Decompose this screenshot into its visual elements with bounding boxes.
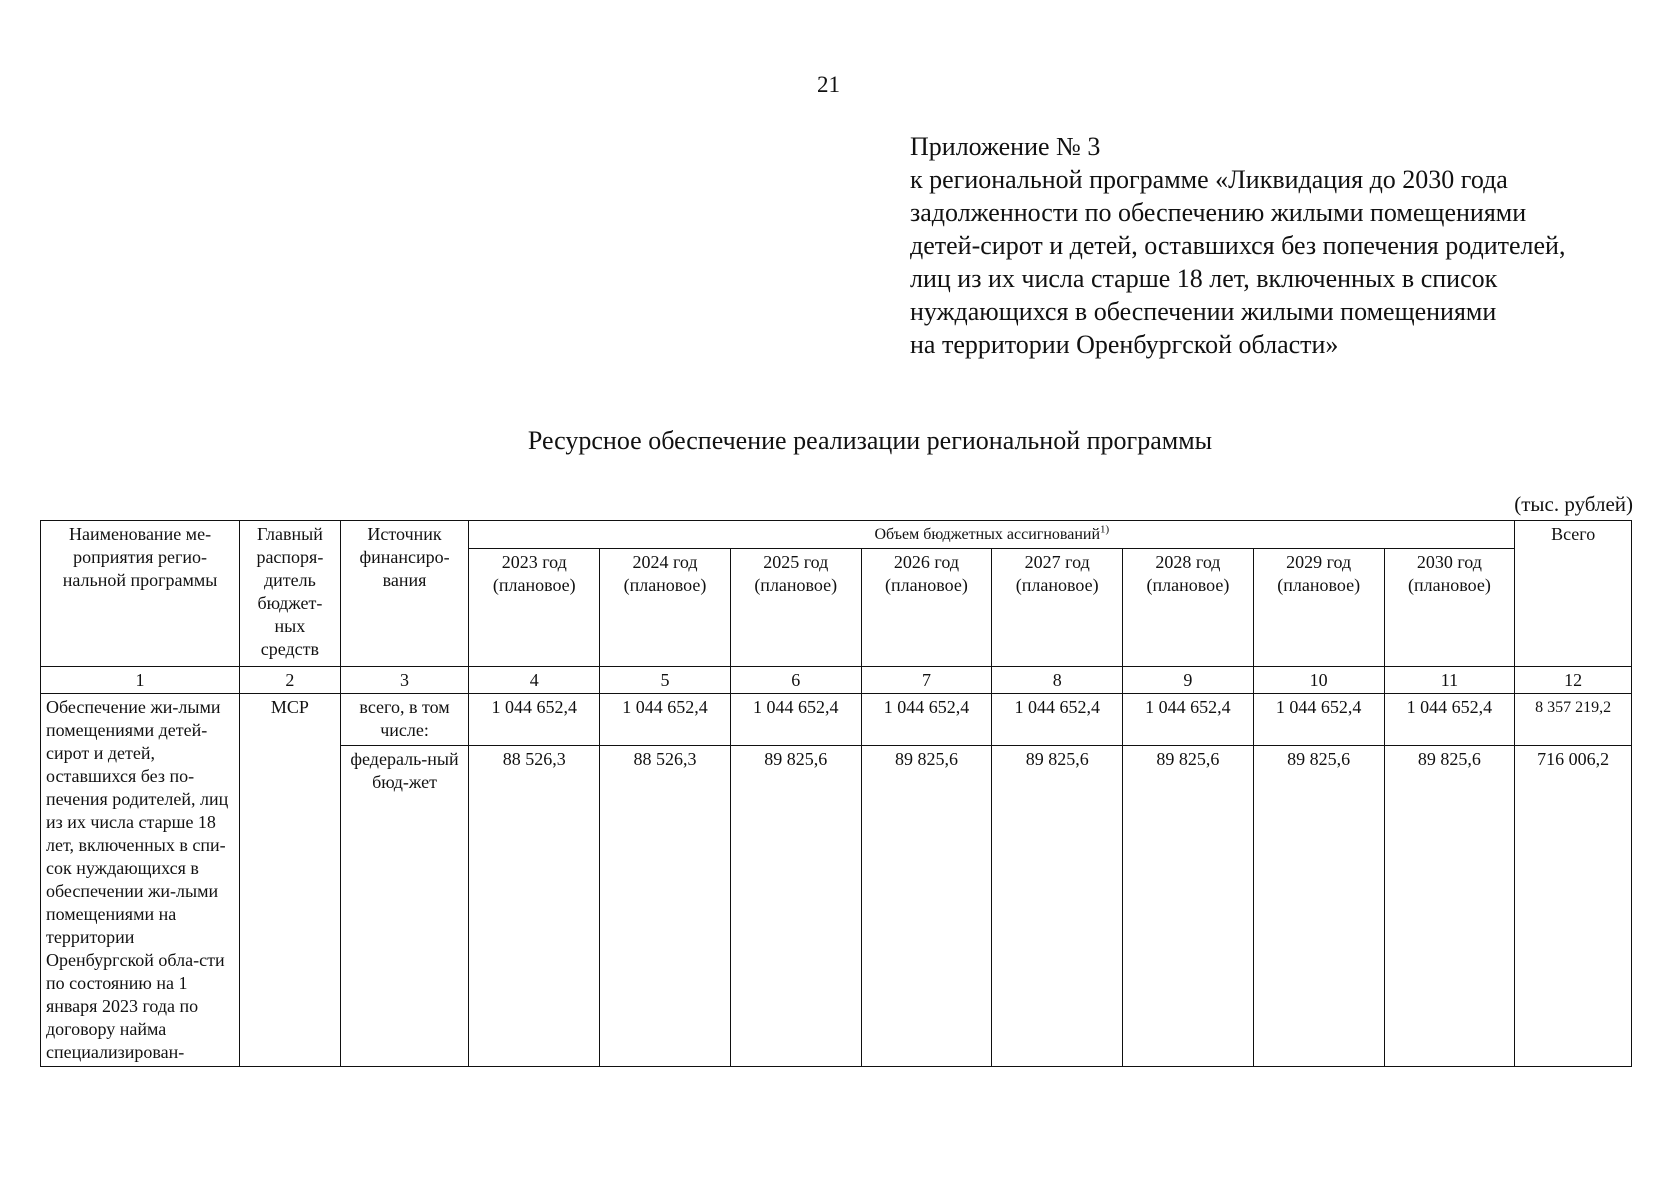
value-cell: 89 825,6 bbox=[730, 746, 861, 1067]
header-year bbox=[730, 549, 861, 667]
header-assignments-label: Объем бюджетных ассигнований bbox=[874, 526, 1101, 543]
year-label: 2026 год bbox=[893, 552, 959, 572]
appendix-line: лиц из их числа старше 18 лет, включенных в список bbox=[910, 264, 1498, 293]
value-cell: 1 044 652,4 bbox=[992, 694, 1123, 746]
value-cell: 89 825,6 bbox=[861, 746, 992, 1067]
appendix-line: задолженности по обеспечению жилыми помещениями bbox=[910, 198, 1527, 227]
year-label: 2030 год bbox=[1416, 552, 1482, 572]
column-number: 11 bbox=[1384, 667, 1515, 694]
column-number: 6 bbox=[730, 667, 861, 694]
year-note: (плановое) bbox=[1146, 575, 1230, 595]
year-label: 2027 год bbox=[1024, 552, 1090, 572]
year-note: (плановое) bbox=[492, 575, 576, 595]
activity-name: Обеспечение жи-лыми помещениями детей-сирот и детей, оставшихся без по-печения родителей, лиц из их числа старше 18 лет, включенных в спи-сок нуждающихся в обеспечении жи-лыми помещениями на территории Оренбургской обла-сти по состоянию на 1 января 2023 года по договору найма специализирован- bbox=[41, 694, 240, 1067]
year-label: 2024 год bbox=[632, 552, 698, 572]
year-label: 2023 год bbox=[501, 552, 567, 572]
column-number: 2 bbox=[240, 667, 341, 694]
source-label: федераль-ный бюд-жет bbox=[340, 746, 469, 1067]
column-number: 3 bbox=[340, 667, 469, 694]
column-number: 8 bbox=[992, 667, 1123, 694]
year-note: (плановое) bbox=[885, 575, 968, 595]
value-cell: 1 044 652,4 bbox=[861, 694, 992, 746]
value-cell: 1 044 652,4 bbox=[469, 694, 600, 746]
value-cell: 1 044 652,4 bbox=[730, 694, 861, 746]
header-year bbox=[992, 549, 1123, 667]
appendix-line: детей-сирот и детей, оставшихся без попечения родителей, bbox=[910, 231, 1566, 260]
column-number: 5 bbox=[600, 667, 731, 694]
header-manager: Главный распоря-дитель бюджет-ных средств bbox=[240, 521, 341, 667]
appendix-line: Приложение № 3 bbox=[910, 132, 1101, 161]
column-number: 9 bbox=[1123, 667, 1254, 694]
header-year bbox=[469, 549, 600, 667]
column-number: 4 bbox=[469, 667, 600, 694]
year-label: 2028 год bbox=[1155, 552, 1221, 572]
year-label: 2025 год bbox=[763, 552, 829, 572]
total-cell: 8 357 219,2 bbox=[1515, 694, 1632, 746]
value-cell: 89 825,6 bbox=[1384, 746, 1515, 1067]
header-year bbox=[600, 549, 731, 667]
header-year bbox=[1123, 549, 1254, 667]
header-row-top bbox=[41, 521, 1632, 549]
appendix-line: к региональной программе «Ликвидация до 2030 года bbox=[910, 165, 1508, 194]
value-cell: 88 526,3 bbox=[469, 746, 600, 1067]
budget-table bbox=[40, 520, 1632, 1067]
budget-manager: МСР bbox=[240, 694, 341, 1067]
year-label: 2029 год bbox=[1286, 552, 1352, 572]
value-cell: 89 825,6 bbox=[1123, 746, 1254, 1067]
column-number: 10 bbox=[1253, 667, 1384, 694]
year-note: (плановое) bbox=[623, 575, 707, 595]
value-cell: 89 825,6 bbox=[992, 746, 1123, 1067]
document-title: Ресурсное обеспечение реализации региональной программы bbox=[527, 426, 1213, 455]
appendix-note bbox=[910, 130, 1630, 361]
year-note: (плановое) bbox=[754, 575, 838, 595]
year-note: (плановое) bbox=[1408, 575, 1491, 595]
source-label: всего, в том числе: bbox=[340, 694, 469, 746]
header-source: Источник финансиро-вания bbox=[340, 521, 469, 667]
table-row-total bbox=[41, 694, 1632, 746]
value-cell: 89 825,6 bbox=[1253, 746, 1384, 1067]
value-cell: 1 044 652,4 bbox=[1253, 694, 1384, 746]
header-total: Всего bbox=[1515, 521, 1632, 667]
column-number: 1 bbox=[41, 667, 240, 694]
header-year bbox=[861, 549, 992, 667]
column-number: 7 bbox=[861, 667, 992, 694]
appendix-line: нуждающихся в обеспечении жилыми помещениями bbox=[910, 297, 1497, 326]
value-cell: 1 044 652,4 bbox=[1384, 694, 1515, 746]
units-label: (тыс. рублей) bbox=[1514, 492, 1633, 516]
value-cell: 1 044 652,4 bbox=[1123, 694, 1254, 746]
total-cell: 716 006,2 bbox=[1515, 746, 1632, 1067]
year-note: (плановое) bbox=[1015, 575, 1099, 595]
value-cell: 1 044 652,4 bbox=[600, 694, 731, 746]
appendix-line: на территории Оренбургской области» bbox=[910, 330, 1339, 359]
value-cell: 88 526,3 bbox=[600, 746, 731, 1067]
header-assignments bbox=[469, 521, 1515, 549]
header-year bbox=[1384, 549, 1515, 667]
header-year bbox=[1253, 549, 1384, 667]
column-number: 12 bbox=[1515, 667, 1632, 694]
footnote-marker: 1) bbox=[1100, 523, 1110, 536]
column-number-row bbox=[41, 667, 1632, 694]
header-name: Наименование ме-роприятия регио-нальной программы bbox=[41, 521, 240, 667]
year-note: (плановое) bbox=[1277, 575, 1361, 595]
page-number: 21 bbox=[817, 72, 840, 97]
